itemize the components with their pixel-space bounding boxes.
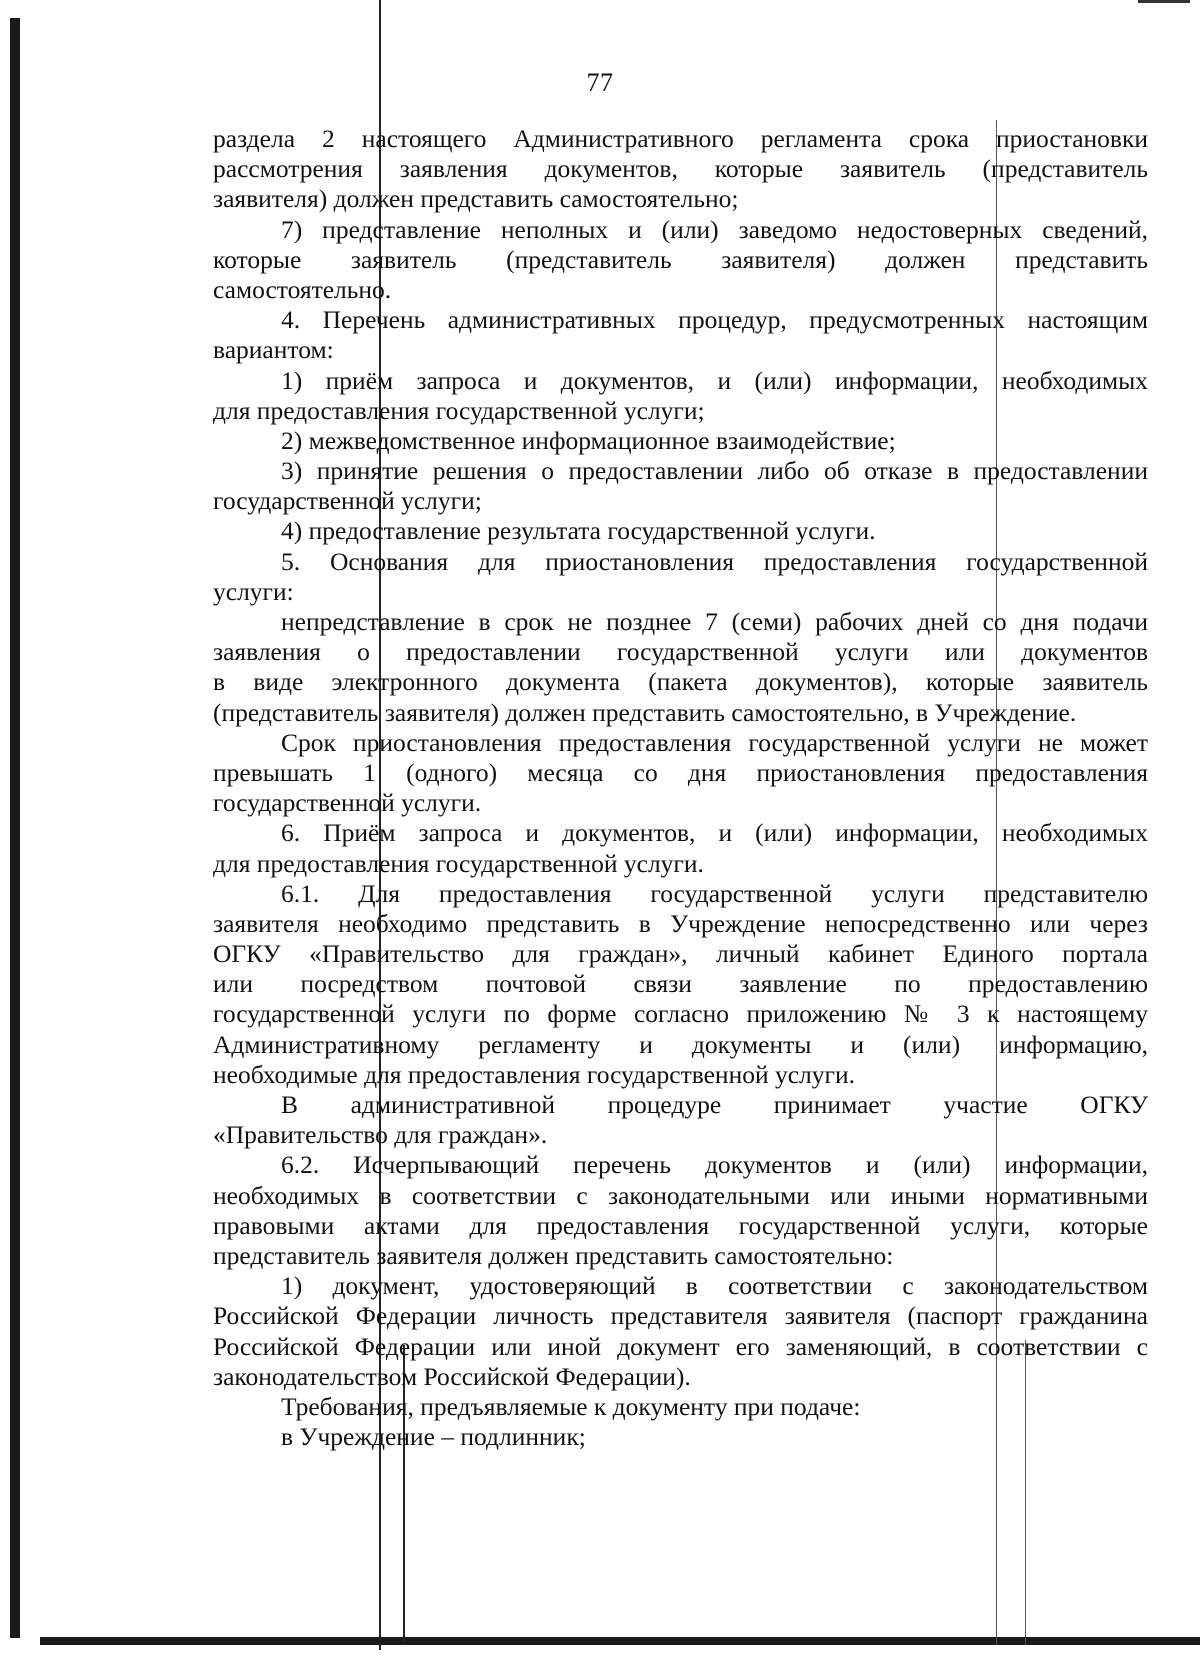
text-line: непредставление в срок не позднее 7 (семи) рабочих дней со дня подачи	[281, 607, 1148, 636]
text-line: заявителя) должен представить самостоятельно;	[213, 184, 739, 214]
text-line: услуги:	[213, 576, 294, 606]
text-line: необходимых в соответствии с законодательными или иными нормативными	[213, 1180, 1148, 1210]
document-body	[213, 124, 1148, 1452]
text-line: в виде электронного документа (пакета документов), которые заявитель	[213, 667, 1148, 697]
text-line: 1) документ, удостоверяющий в соответствии с законодательством	[281, 1271, 1148, 1301]
text-line: 4) предоставление результата государственной услуги.	[281, 516, 876, 546]
text-line: 1) приём запроса и документов, и (или) информации, необходимых	[281, 365, 1148, 395]
text-line: рассмотрения заявления документов, которые заявитель (представитель	[213, 154, 1148, 184]
text-line: 7) представление неполных и (или) заведомо недостоверных сведений,	[281, 214, 1148, 244]
text-line: 6.1. Для предоставления государственной услуги представителю	[281, 878, 1148, 908]
text-line: необходимые для предоставления государственной услуги.	[213, 1059, 856, 1089]
text-line: (представитель заявителя) должен представить самостоятельно, в Учреждение.	[213, 697, 1077, 727]
text-line: представитель заявителя должен представить самостоятельно:	[213, 1240, 894, 1270]
scan-left-border	[10, 18, 20, 1638]
text-line: заявления о предоставлении государственной услуги или документов	[213, 637, 1148, 667]
text-line: вариантом:	[213, 335, 334, 365]
text-line: В административной процедуре принимает участие ОГКУ	[281, 1090, 1148, 1119]
text-line: правовыми актами для предоставления государственной услуги, которые	[213, 1210, 1148, 1240]
text-line: Срок приостановления предоставления государственной услуги не может	[281, 727, 1148, 757]
text-line: превышать 1 (одного) месяца со дня приостановления предоставления	[213, 757, 1148, 787]
text-line: для предоставления государственной услуги;	[213, 395, 705, 425]
text-line: в Учреждение – подлинник;	[281, 1422, 586, 1452]
text-line: 2) межведомственное информационное взаимодействие;	[281, 425, 896, 455]
text-line: ОГКУ «Правительство для граждан», личный кабинет Единого портала	[213, 939, 1148, 969]
text-line: государственной услуги.	[213, 788, 482, 818]
text-line: заявителя необходимо представить в Учреждение непосредственно или через	[213, 908, 1148, 938]
text-line: Российской Федерации или иной документ его заменяющий, в соответствии с	[213, 1331, 1148, 1361]
text-line: раздела 2 настоящего Административного регламента срока приостановки	[213, 124, 1148, 153]
scan-bottom-border	[40, 1637, 1200, 1645]
text-line: государственной услуги;	[213, 486, 482, 516]
text-line: Российской Федерации личность представителя заявителя (паспорт гражданина	[213, 1301, 1148, 1331]
text-line: 6.2. Исчерпывающий перечень документов и (или) информации,	[281, 1150, 1148, 1180]
text-line: для предоставления государственной услуги.	[213, 848, 704, 878]
scan-top-mark	[1138, 0, 1190, 3]
text-line: «Правительство для граждан».	[213, 1120, 548, 1150]
text-line: 3) принятие решения о предоставлении либо об отказе в предоставлении	[281, 456, 1148, 486]
text-line: 5. Основания для приостановления предоставления государственной	[281, 546, 1148, 576]
text-line: государственной услуги по форме согласно приложению № 3 к настоящему	[213, 999, 1148, 1029]
page-number: 77	[586, 68, 614, 97]
text-line: 6. Приём запроса и документов, и (или) информации, необходимых	[281, 818, 1148, 848]
text-line: законодательством Российской Федерации).	[213, 1361, 691, 1391]
text-line: Административному регламенту и документы и (или) информацию,	[213, 1029, 1148, 1059]
text-line: или посредством почтовой связи заявление по предоставлению	[213, 969, 1148, 999]
text-line: самостоятельно.	[213, 274, 392, 304]
text-line: которые заявитель (представитель заявителя) должен представить	[213, 244, 1148, 274]
text-line: 4. Перечень административных процедур, предусмотренных настоящим	[281, 305, 1148, 335]
text-line: Требования, предъявляемые к документу при подаче:	[281, 1391, 861, 1421]
